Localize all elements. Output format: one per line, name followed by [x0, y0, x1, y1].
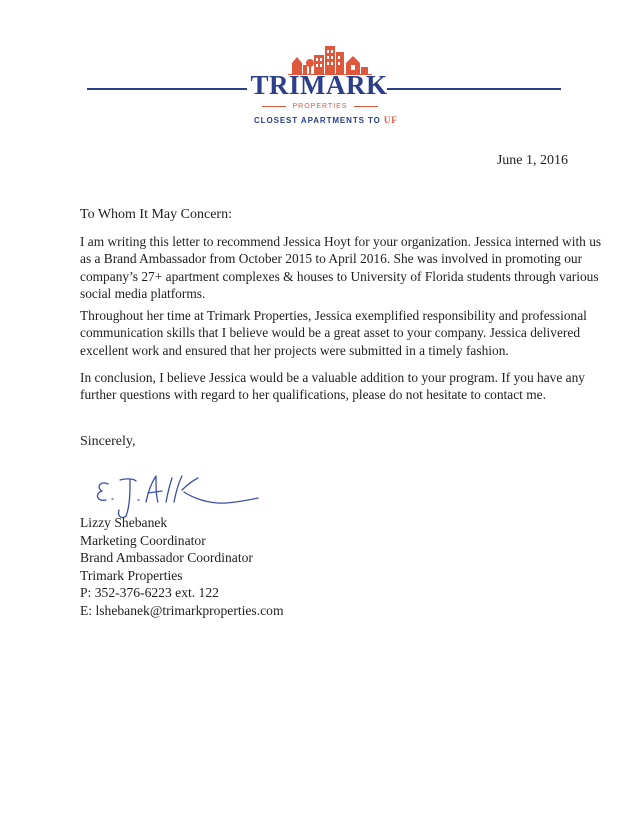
paragraph-line: as a Brand Ambassador from October 2015 to April 2016. She was involved in promoting our	[80, 251, 583, 267]
paragraph-line: Throughout her time at Trimark Properties, Jessica exemplified responsibility and professional	[80, 308, 587, 323]
closing: Sincerely,	[80, 434, 136, 449]
paragraph-line: company’s 27+ apartment complexes & houses to University of Florida students through various	[80, 268, 599, 284]
letterhead	[0, 40, 638, 125]
uf-mark: UF	[383, 115, 398, 125]
tagline-text: CLOSEST APARTMENTS TO	[254, 116, 381, 125]
paragraph-1	[80, 233, 602, 302]
signer-name: Lizzy Shebanek	[80, 515, 168, 530]
signer-company: Trimark Properties	[80, 567, 183, 583]
signer-phone: P: 352-376-6223 ext. 122	[80, 585, 219, 600]
letterhead-rule-right	[387, 88, 561, 90]
signer-title-2: Brand Ambassador Coordinator	[80, 550, 253, 565]
brand-sub-rule-left	[262, 106, 286, 107]
letter-date: June 1, 2016	[496, 153, 568, 168]
brand-subtitle	[262, 101, 378, 113]
paragraph-line: I am writing this letter to recommend Jessica Hoyt for your organization. Jessica interned with us	[80, 234, 602, 249]
signer-email: E: lshebanek@trimarkproperties.com	[80, 602, 284, 618]
signer-title-1: Marketing Coordinator	[80, 532, 206, 548]
paragraph-line: In conclusion, I believe Jessica would be a valuable addition to your program. If you have any	[80, 370, 585, 385]
handwritten-signature	[90, 462, 270, 522]
brand-sub-text: PROPERTIES	[292, 103, 348, 110]
paragraph-line: excellent work and ensured that her projects were submitted in a timely fashion.	[80, 342, 509, 358]
letterhead-rule-left	[87, 88, 247, 90]
paragraph-2	[80, 307, 587, 359]
salutation: To Whom It May Concern:	[80, 207, 232, 222]
paragraph-line: communication skills that I believe would be a great asset to your company. Jessica delivered	[80, 325, 581, 341]
brand-tagline	[254, 114, 398, 127]
brand-name: TRIMARK	[250, 70, 388, 100]
brand-sub-rule-right	[354, 106, 378, 107]
paragraph-line: social media platforms.	[80, 285, 206, 301]
signature-block	[80, 514, 284, 619]
paragraph-line: further questions with regard to her qualifications, please do not hesitate to contact me.	[80, 387, 546, 403]
paragraph-3	[80, 369, 585, 404]
